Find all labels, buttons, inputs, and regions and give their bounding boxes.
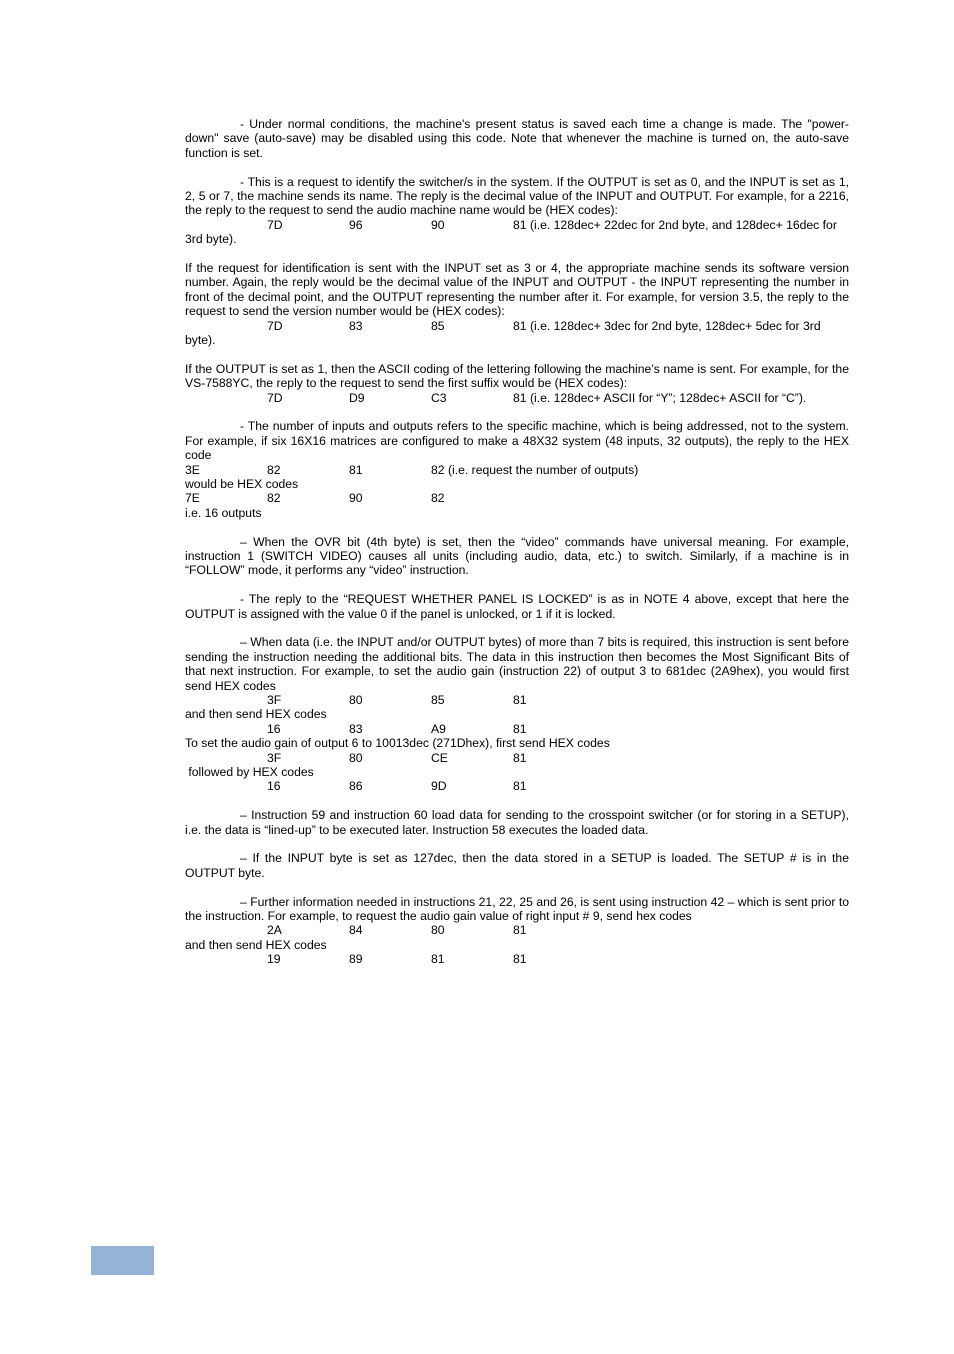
hex-row: [185, 491, 849, 505]
hex-byte: 81 (i.e. 128dec+ 22dec for 2nd byte, and 128dec+ 16dec for: [513, 217, 837, 232]
note-identify: [185, 175, 849, 247]
note-suffix: [185, 362, 849, 405]
note-setup: [185, 851, 849, 880]
note-suffix-text: If the OUTPUT is set as 1, then the ASCII coding of the lettering following the machine’s name is sent. For example, for the VS-7588YC, the reply to the request to send the first suffix would be (HEX codes):: [185, 361, 849, 391]
note-numio: [185, 419, 849, 520]
hex-row: [185, 779, 849, 793]
hex-byte: 80: [431, 923, 445, 938]
note-numio-tail: i.e. 16 outputs: [185, 505, 262, 520]
hex-byte: 85: [431, 318, 445, 333]
hex-byte: CE: [431, 750, 448, 765]
hex-row: [185, 923, 849, 937]
hex-row: [185, 463, 849, 477]
hex-byte: 7D: [267, 318, 283, 333]
note-further: [185, 895, 849, 967]
hex-byte: 81: [349, 462, 363, 477]
note-locked: [185, 592, 849, 621]
hex-byte: 81: [513, 693, 527, 708]
hex-row: [185, 751, 849, 765]
note-msb-line: and then send HEX codes: [185, 707, 327, 722]
hex-byte: 7D: [267, 217, 283, 232]
hex-byte: 85: [431, 693, 445, 708]
hex-byte: 90: [431, 217, 445, 232]
hex-byte: D9: [349, 390, 365, 405]
hex-byte: 81: [513, 923, 527, 938]
hex-byte: 2A: [267, 923, 282, 938]
note-lineup-text: – Instruction 59 and instruction 60 load data for sending to the crosspoint switcher (or for storing in a SETUP), i.e. the data is “lined-up” to be executed later. Instruction 58 executes the loaded data.: [185, 808, 849, 837]
hex-byte: 3F: [267, 693, 282, 708]
hex-byte: 3E: [185, 462, 200, 477]
hex-byte: C3: [431, 390, 447, 405]
hex-byte: A9: [431, 721, 446, 736]
hex-row: [185, 319, 849, 333]
note-msb-text: – When data (i.e. the INPUT and/or OUTPUT bytes) of more than 7 bits is required, this instruction is sent before sending the instruction needing the additional bits. The data in this instruction then becomes the Most Significant Bits of that next instruction. For example, to set the audio gain (instruction 22) of output 3 to 681dec (2A9hex), you would first send HEX codes: [185, 635, 849, 693]
hex-byte: 81 (i.e. 128dec+ 3dec for 2nd byte, 128dec+ 5dec for 3rd: [513, 318, 821, 333]
note-msb: [185, 635, 849, 793]
note-identify-text: - This is a request to identify the switcher/s in the system. If the OUTPUT is set as 0, and the INPUT is set as 1, 2, 5 or 7, the machine sends its name. The reply is the decimal value of the INPUT and OUTPUT. For example, for a 2216, the reply to the request to send the audio machine name would be (HEX codes):: [185, 174, 849, 218]
hex-row: [185, 693, 849, 707]
note-numio-mid: would be HEX codes: [185, 477, 299, 492]
note-autosave: [185, 117, 849, 160]
hex-row: [185, 391, 849, 405]
hex-row: [185, 722, 849, 736]
page-number-tab: [91, 1246, 154, 1275]
note-msb-line: To set the audio gain of output 6 to 10013dec (271Dhex), first send HEX codes: [185, 736, 610, 751]
hex-byte: 16: [267, 721, 281, 736]
note-identify-tail: 3rd byte).: [185, 232, 237, 247]
hex-row: [185, 218, 849, 232]
hex-byte: 80: [349, 750, 363, 765]
note-further-text: – Further information needed in instructions 21, 22, 25 and 26, is sent using instruction 42 – which is sent prior to the instruction. For example, to request the audio gain value of right input # 9, send hex codes: [185, 894, 849, 924]
note-ovr-text: – When the OVR bit (4th byte) is set, then the “video” commands have universal meaning. For example, instruction 1 (SWITCH VIDEO) causes all units (including audio, data, etc.) to switch. Similarly, if a machine is in “FOLLOW” mode, it performs any “video” instruction.: [185, 534, 849, 578]
hex-byte: 82: [267, 462, 281, 477]
note-version: [185, 261, 849, 347]
note-version-tail: byte).: [185, 333, 216, 348]
hex-byte: 86: [349, 779, 363, 794]
hex-byte: 96: [349, 217, 363, 232]
note-version-text: If the request for identification is sent with the INPUT set as 3 or 4, the appropriate machine sends its software version number. Again, the reply would be the decimal value of the INPUT and OUTPUT - the INPUT representing the number in front of the decimal point, and the OUTPUT representing the number after it. For example, for version 3.5, the reply to the request to send the version number would be (HEX codes):: [185, 261, 849, 319]
note-autosave-text: - Under normal conditions, the machine's present status is saved each time a change is made. The "power-down" save (auto-save) may be disabled using this code. Note that whenever the machine is turned on, the auto-save function is set.: [185, 117, 849, 160]
hex-byte: 81: [513, 750, 527, 765]
hex-byte: 16: [267, 779, 281, 794]
note-ovr: [185, 535, 849, 578]
hex-byte: 90: [349, 491, 363, 506]
note-lineup: [185, 808, 849, 837]
hex-byte: 19: [267, 952, 281, 967]
hex-byte: 81: [513, 952, 527, 967]
hex-byte: 81: [513, 779, 527, 794]
document-page: [185, 117, 849, 981]
hex-byte: 82: [267, 491, 281, 506]
hex-byte: 7D: [267, 390, 283, 405]
hex-byte: 82: [431, 491, 445, 506]
hex-byte: 82 (i.e. request the number of outputs): [431, 462, 639, 477]
hex-byte: 80: [349, 693, 363, 708]
hex-byte: 81: [431, 952, 445, 967]
note-numio-text: - The number of inputs and outputs refers to the specific machine, which is being addressed, not to the system. For example, if six 16X16 matrices are configured to make a 48X32 system (48 inputs, 32 outputs), the reply to the HEX code: [185, 419, 849, 463]
hex-byte: 81 (i.e. 128dec+ ASCII for “Y”; 128dec+ ASCII for “C”).: [513, 390, 807, 405]
hex-byte: 89: [349, 952, 363, 967]
hex-byte: 84: [349, 923, 363, 938]
hex-byte: 81: [513, 721, 527, 736]
hex-byte: 7E: [185, 491, 200, 506]
hex-byte: 83: [349, 721, 363, 736]
hex-row: [185, 952, 849, 966]
note-further-line: and then send HEX codes: [185, 937, 327, 952]
hex-byte: 9D: [431, 779, 447, 794]
hex-byte: 3F: [267, 750, 282, 765]
note-locked-text: - The reply to the “REQUEST WHETHER PANEL IS LOCKED” is as in NOTE 4 above, except that here the OUTPUT is assigned with the value 0 if the panel is unlocked, or 1 if it is locked.: [185, 592, 849, 621]
note-setup-text: – If the INPUT byte is set as 127dec, then the data stored in a SETUP is loaded. The SETUP # is in the OUTPUT byte.: [185, 851, 849, 880]
note-msb-line: followed by HEX codes: [185, 765, 314, 780]
hex-byte: 83: [349, 318, 363, 333]
